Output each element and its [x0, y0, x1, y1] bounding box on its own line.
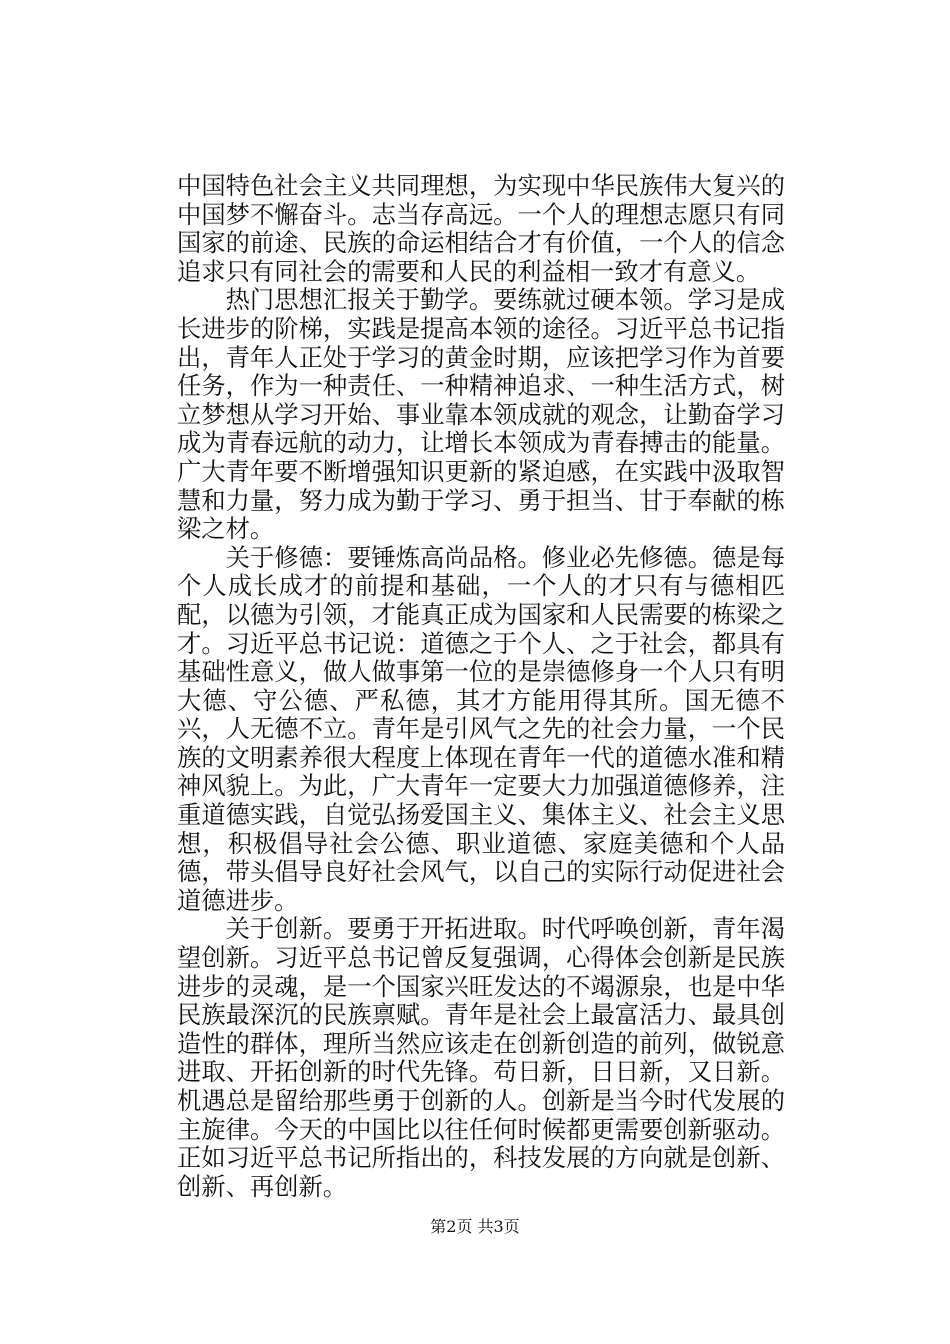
paragraph-moral-cultivation: 关于修德：要锤炼高尚品格。修业必先修德。德是每个人成长成才的前提和基础，一个人的才只有与德相匹配，以德为引领，才能真正成为国家和人民需要的栋梁之才。习近平总书记说：道德之于个人、之于社会，都具有基础性意义，做人做事第一位的是崇德修身一个人只有明大德、守公德、严私德，其才方能用得其所。国无德不兴，人无德不立。青年是引风气之先的社会力量，一个民族的文明素养很大程度上体现在青年一代的道德水准和精神风貌上。为此，广大青年一定要大力加强道德修养，注重道德实践，自觉弘扬爱国主义、集体主义、社会主义思想，积极倡导社会公德、职业道德、家庭美德和个人品德，带头倡导良好社会风气，以自己的实际行动促进社会道德进步。 [177, 542, 785, 915]
paragraph-innovation: 关于创新。要勇于开拓进取。时代呼唤创新，青年渴望创新。习近平总书记曾反复强调，心得体会创新是民族进步的灵魂，是一个国家兴旺发达的不竭源泉，也是中华民族最深沉的民族禀赋。青年是社会上最富活力、最具创造性的群体，理所当然应该走在创新创造的前列，做锐意进取、开拓创新的时代先锋。苟日新，日日新，又日新。机遇总是留给那些勇于创新的人。创新是当今时代发展的主旋律。今天的中国比以往任何时候都更需要创新驱动。正如习近平总书记所指出的，科技发展的方向就是创新、创新、再创新。 [177, 914, 785, 1201]
paragraph-ideals: 中国特色社会主义共同理想，为实现中华民族伟大复兴的中国梦不懈奋斗。志当存高远。一个人的理想志愿只有同国家的前途、民族的命运相结合才有价值，一个人的信念追求只有同社会的需要和人民的利益相一致才有意义。 [177, 171, 785, 286]
page-number-footer: 第2页 共3页 [430, 1217, 520, 1236]
document-body [177, 172, 785, 1201]
paragraph-diligent-study: 热门思想汇报关于勤学。要练就过硬本领。学习是成长进步的阶梯，实践是提高本领的途径。习近平总书记指出，青年人正处于学习的黄金时期，应该把学习作为首要任务，作为一种责任、一种精神追求、一种生活方式，树立梦想从学习开始、事业靠本领成就的观念，让勤奋学习成为青春远航的动力，让增长本领成为青春搏击的能量。广大青年要不断增强知识更新的紧迫感，在实践中汲取智慧和力量，努力成为勤于学习、勇于担当、甘于奉献的栋梁之材。 [177, 285, 785, 544]
